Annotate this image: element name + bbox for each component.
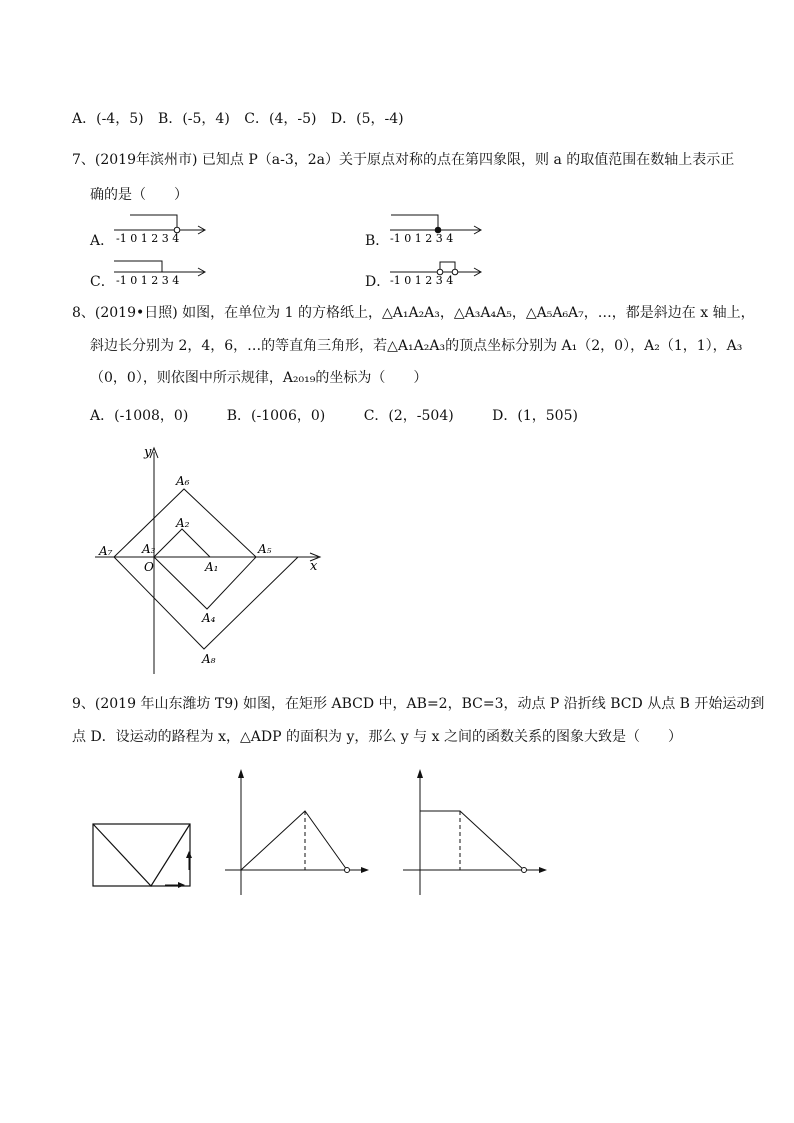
q8-text-line3: （0，0），则依图中所示规律，A₂₀₁₉的坐标为（ ） xyxy=(90,370,428,386)
q7-option-c-numberline xyxy=(110,252,210,286)
a2-label: A₂ xyxy=(176,516,190,530)
a5-label: A₅ xyxy=(258,542,272,556)
q8-option-c: C．(2，-504) xyxy=(363,408,454,424)
q7-option-b-label: B． xyxy=(365,233,390,249)
a7-label: A₇ xyxy=(99,544,113,558)
a8-label: A₈ xyxy=(202,652,216,666)
y-label: y xyxy=(144,445,152,460)
q6-option-d: D．(5，-4) xyxy=(330,111,404,127)
q7-option-d-ticks: -1 0 1 2 3 4 xyxy=(390,274,454,286)
q6-options xyxy=(72,108,414,128)
a1-label: A₁ xyxy=(205,560,219,574)
q8-text-line2: 斜边长分别为 2，4，6，…的等直角三角形，若△A₁A₂A₃的顶点坐标分别为 A₁（2，0），A₂（1，1），A₃ xyxy=(90,338,743,354)
q8-option-b: B．(-1006，0) xyxy=(226,408,326,424)
q9-text-line1: 9、(2019 年山东潍坊 T9) 如图，在矩形 ABCD 中，AB=2，BC=3，动点 P 沿折线 BCD 从点 B 开始运动到 xyxy=(72,696,765,712)
q8-option-d: D．(1，505) xyxy=(492,408,578,424)
q7-option-a-numberline xyxy=(110,210,210,244)
q8-triangle-figure xyxy=(90,440,340,680)
q6-option-c: C．(4，-5) xyxy=(244,111,317,127)
q7-option-d-numberline xyxy=(386,252,486,286)
q8-options xyxy=(90,405,588,425)
q7-option-a-ticks: -1 0 1 2 3 4 xyxy=(116,232,180,244)
origin-label: O xyxy=(144,560,154,574)
a3-label: A₃ xyxy=(142,542,156,556)
q8-option-a: A．(-1008，0) xyxy=(90,408,189,424)
x-label: x xyxy=(310,559,318,574)
q9-figures xyxy=(85,765,565,905)
q9-graph-trapezoid xyxy=(403,769,547,895)
q7-option-c-label: C． xyxy=(90,274,115,290)
a4-label: A₄ xyxy=(202,611,216,625)
q9-rectangle-figure xyxy=(93,824,192,888)
q7-option-d-label: D． xyxy=(365,274,391,290)
q7-option-b-ticks: -1 0 1 2 3 4 xyxy=(390,232,454,244)
q7-text-line2: 确的是（ ） xyxy=(90,187,188,203)
triangle-a1a2a3 xyxy=(154,529,210,557)
q6-option-a: A．(-4，5) xyxy=(72,111,144,127)
q7-option-c-ticks: -1 0 1 2 3 4 xyxy=(116,274,180,286)
q7-option-b-numberline xyxy=(386,210,486,244)
q7-option-a-label: A． xyxy=(90,233,115,249)
q7-text-line1: 7、(2019年滨州市) 已知点 P（a-3，2a）关于原点对称的点在第四象限，则 a 的取值范围在数轴上表示正 xyxy=(72,152,735,168)
q8-text-line1: 8、(2019•日照) 如图，在单位为 1 的方格纸上，△A₁A₂A₃，△A₃A₄A₅，△A₅A₆A₇，…，都是斜边在 x 轴上， xyxy=(72,305,755,321)
a6-label: A₆ xyxy=(176,474,190,488)
q9-text-line2: 点 D．设运动的路程为 x，△ADP 的面积为 y，那么 y 与 x 之间的函数关系的图象大致是（ ） xyxy=(72,729,682,745)
q6-option-b: B．(-5，4) xyxy=(158,111,230,127)
q9-graph-triangle xyxy=(225,769,369,895)
